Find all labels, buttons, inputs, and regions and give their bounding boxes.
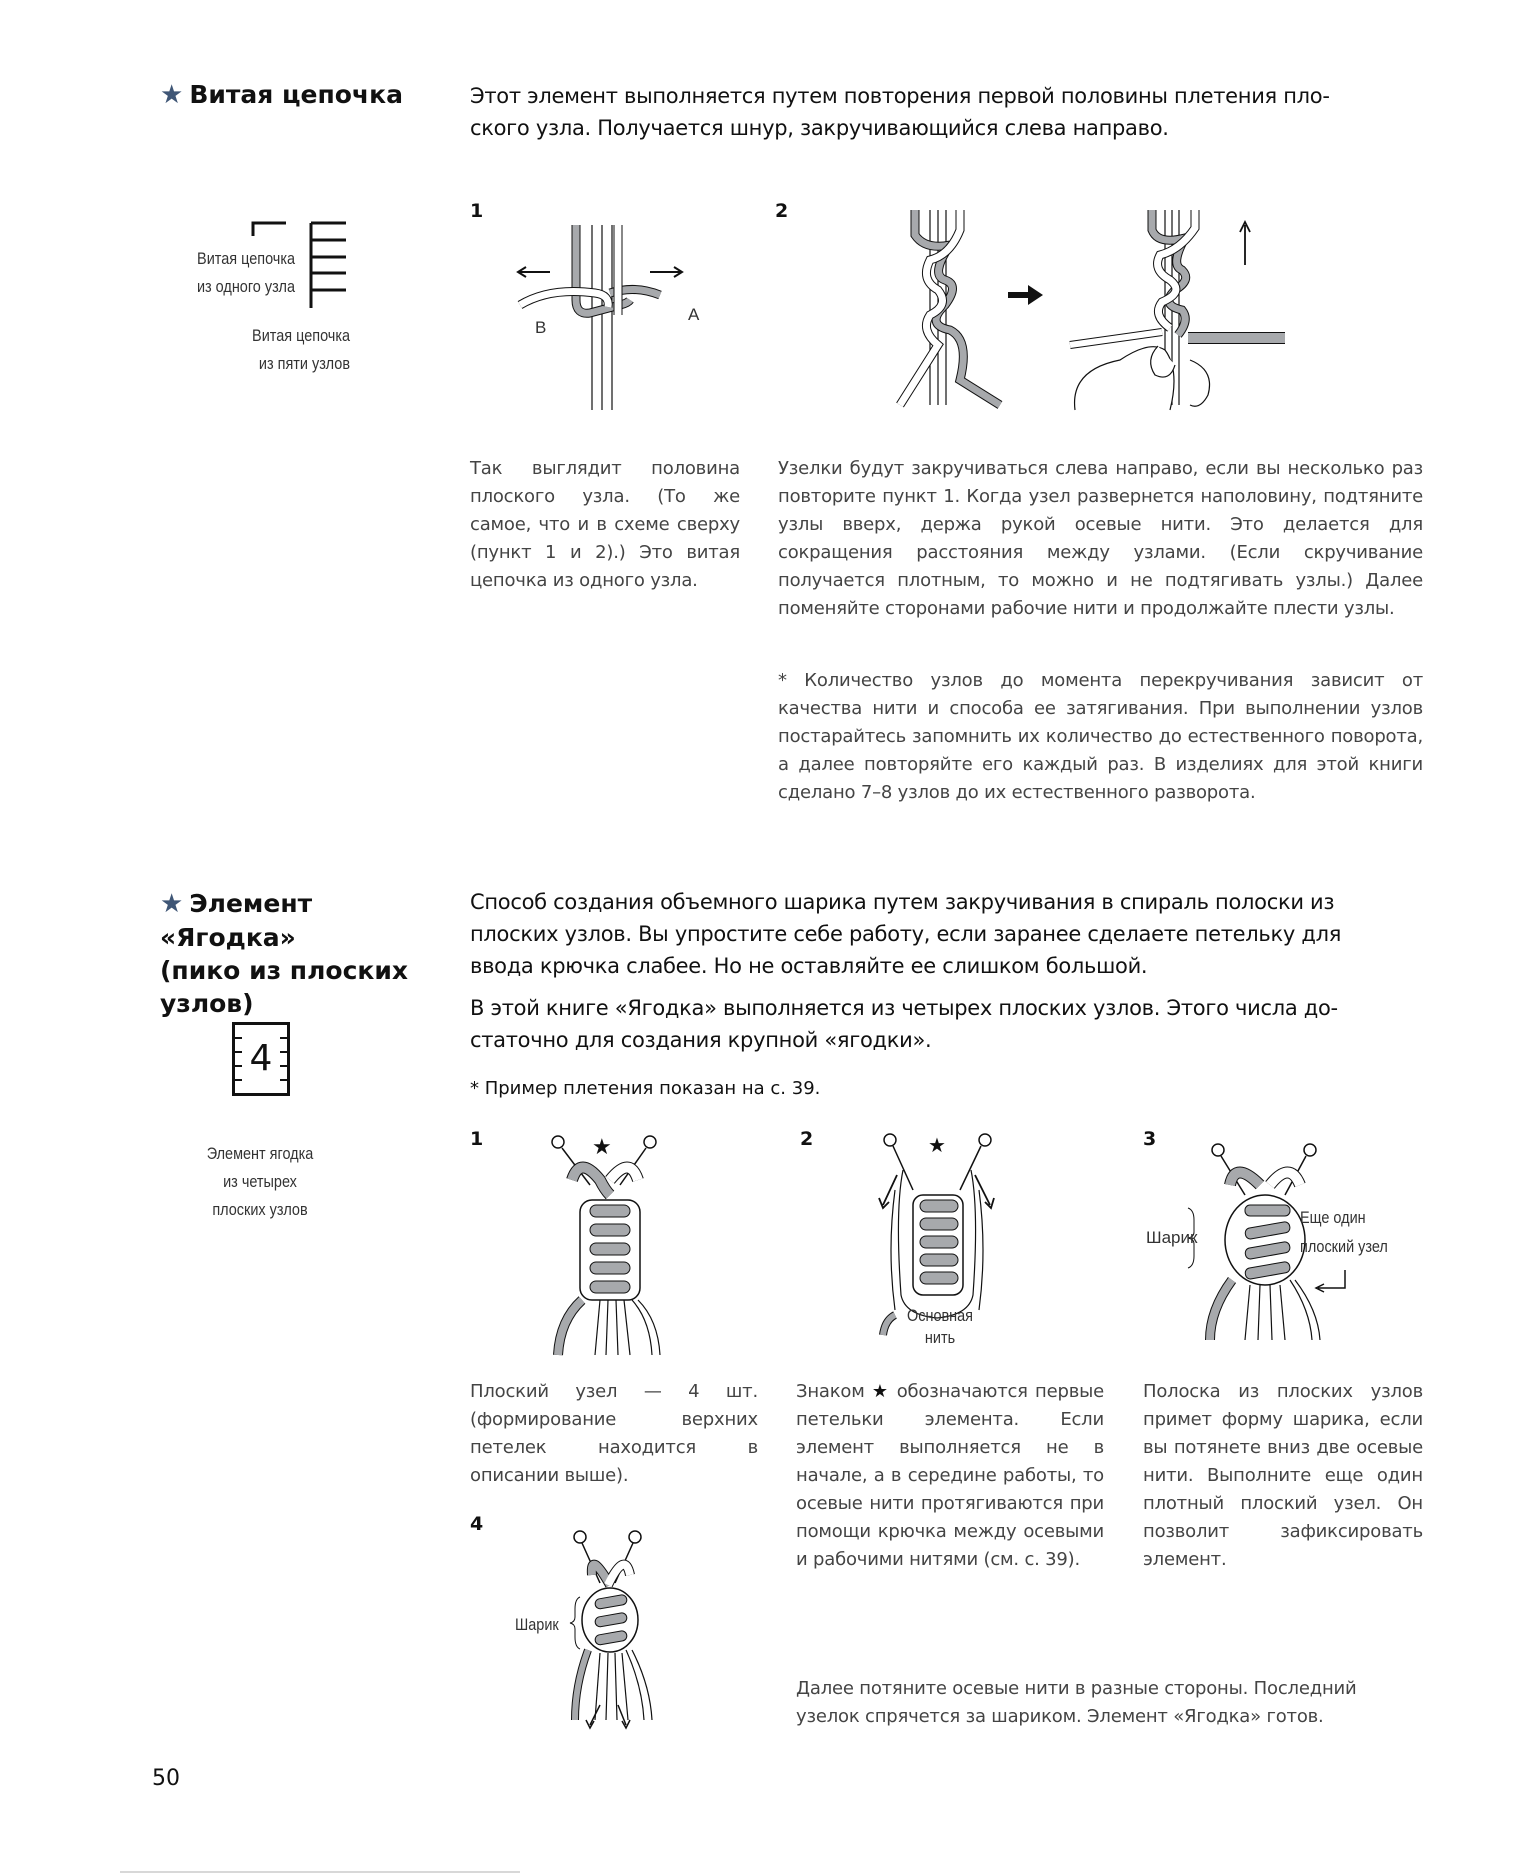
caption-one-knot	[180, 245, 295, 301]
caption-line: Витая цепочка	[252, 326, 350, 345]
step1-description: Так выглядит половина плоского узла. (То же самое, что и в схеме сверху (пункт 1 и 2).) Это витая цепочка из одного узла.	[470, 458, 740, 591]
caption-line: из одного узла	[196, 277, 295, 296]
intro-line: плоских узлов. Вы упростите себе работу, если заранее сделаете петельку для	[470, 922, 1342, 946]
label-ball: Шарик	[515, 1615, 559, 1634]
berry-step1-description: Плоский узел — 4 шт. (формирование верхних петелек находится в описании выше).	[470, 1381, 758, 1486]
intro-line: ввода крючка слабее. Но не оставляйте ее слишком большой.	[470, 954, 1148, 978]
label-main-thread: Основная нить	[906, 1306, 974, 1347]
star-marker-icon: ★	[592, 1134, 612, 1159]
label-ball: Шарик	[1146, 1228, 1198, 1247]
half-knot-illustration	[510, 215, 700, 415]
intro-line: Этот элемент выполняется путем повторения первой половины плетения пло-	[470, 84, 1330, 108]
twisted-chain-illustration	[890, 210, 1310, 420]
label-b: B	[535, 318, 547, 337]
star-bullet-icon: ★	[160, 80, 184, 110]
caption-line: Элемент ягодка	[206, 1144, 314, 1163]
symbol-number: 4	[249, 1038, 273, 1079]
step-number: 1	[470, 1128, 484, 1150]
section-title-twisted-chain	[160, 78, 403, 112]
section-title-text: узлов)	[160, 989, 254, 1018]
intro-line: Способ создания объемного шарика путем закручивания в спираль полоски из	[470, 890, 1335, 914]
bottom-rule	[120, 1871, 520, 1873]
step-number: 4	[470, 1513, 484, 1535]
berry-symbol-caption	[184, 1140, 337, 1224]
berry-step1-illustration	[550, 1130, 710, 1350]
label-a: A	[688, 305, 700, 324]
berry-step2-description	[796, 1378, 1104, 1574]
step-number: 2	[775, 200, 789, 222]
step-number: 1	[470, 200, 484, 222]
berry-step4-illustration	[560, 1525, 700, 1735]
arrow-next-icon	[1008, 285, 1043, 305]
brace-icon	[570, 1597, 580, 1649]
section1-intro	[470, 80, 1430, 144]
arrow-down-left-icon	[586, 1705, 600, 1728]
caption-line: из четырех	[223, 1172, 297, 1191]
arrow-left-icon	[1316, 1270, 1345, 1292]
section2-intro-p1	[470, 886, 1430, 982]
step-number: 2	[800, 1128, 814, 1150]
section-title-berry	[160, 887, 450, 1020]
section2-intro-p2	[470, 992, 1430, 1056]
caption-five-knots	[189, 322, 351, 378]
text-prefix: Знаком	[796, 1381, 865, 1402]
step-number: 3	[1143, 1128, 1157, 1150]
berry-step4-description: Далее потяните осевые нити в разные стороны. Последний узелок спрячется за шариком. Элемент «Ягодка» готов.	[796, 1678, 1357, 1727]
caption-line: Витая цепочка	[197, 249, 295, 268]
arrow-down-right-icon	[975, 1175, 994, 1208]
section-title-text: Элемент «Ягодка»	[160, 889, 313, 952]
star-marker-icon: ★	[928, 1135, 946, 1157]
label-one-more: Еще один	[1300, 1208, 1366, 1227]
arrow-right-icon	[650, 267, 682, 277]
berry-step2-illustration	[875, 1130, 1005, 1330]
page-number: 50	[152, 1766, 180, 1791]
section-title-text: (пико из плоских	[160, 956, 408, 985]
arrow-up-icon	[1240, 222, 1250, 265]
step2-footnote: * Количество узлов до момента перекручивания зависит от качества нити и способа ее затягивания. При выполнении узлов постарайтесь запомнить их количество до естественного поворота, а далее повторяйте его каждый раз. В изделиях для этой книги сделано 7–8 узлов до их естественного разворота.	[778, 670, 1423, 803]
arrow-left-icon	[518, 267, 550, 277]
intro-line: ского узла. Получается шнур, закручивающийся слева направо.	[470, 116, 1169, 140]
section-title-text: Витая цепочка	[189, 80, 403, 109]
star-marker-icon: ★	[871, 1381, 890, 1402]
intro-line: статочно для создания крупной «ягодки».	[470, 1028, 932, 1052]
star-bullet-icon: ★	[160, 889, 184, 919]
berry-symbol-icon	[232, 1022, 290, 1096]
text-body: обозначаются первые петельки элемента. Если элемент выполняется не в начале, а в середине работы, то осевые нити протягиваются при помощи крючка между осевыми и рабочими нитями (см. с. 39).	[796, 1381, 1104, 1570]
twist-one-knot-symbol-icon	[250, 220, 290, 240]
berry-step3-description: Полоска из плоских узлов примет форму шарика, если вы потянете вниз две осевые нити. Выполните еще один плотный плоский узел. Он позволит зафиксировать элемент.	[1143, 1381, 1423, 1570]
caption-line: из пяти узлов	[258, 354, 350, 373]
label-flat-knot: плоский узел	[1300, 1237, 1388, 1256]
twist-five-knot-symbol-icon	[308, 220, 348, 310]
caption-line: плоских узлов	[212, 1200, 308, 1219]
intro-line: В этой книге «Ягодка» выполняется из четырех плоских узлов. Этого числа до-	[470, 996, 1338, 1020]
example-reference-note: * Пример плетения показан на с. 39.	[470, 1078, 821, 1099]
step2-description: Узелки будут закручиваться слева направо, если вы несколько раз повторите пункт 1. Когда узел развернется наполовину, подтяните узлы вверх, держа рукой осевые нити. Это делается для сокращения расстояния между узлами. (Если скручивание получается плотным, то можно и не подтягивать узлы.) Далее поменяйте сторонами рабочие нити и продолжайте плести узлы.	[778, 458, 1423, 619]
